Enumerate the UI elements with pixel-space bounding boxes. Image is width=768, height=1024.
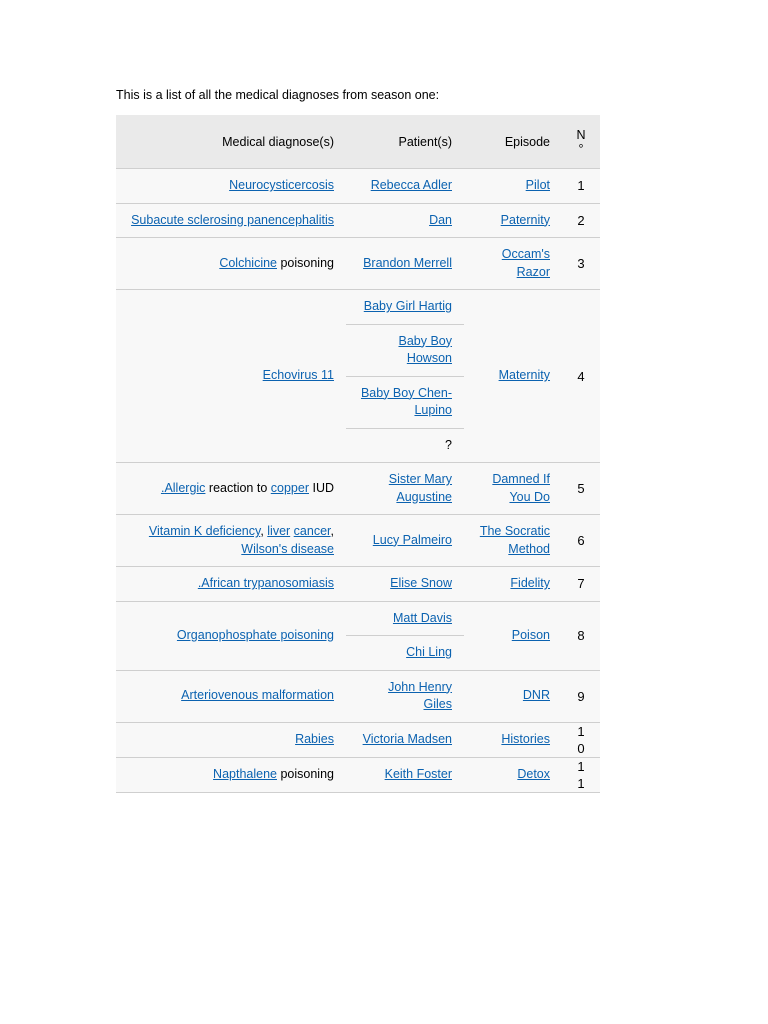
diagnosis-cell [116, 203, 346, 238]
episode-number-value: 9 [577, 688, 585, 704]
episode-number [562, 515, 600, 567]
patient-cell [346, 722, 464, 757]
episode-number [562, 238, 600, 290]
episode-link[interactable]: Damned If You Do [492, 472, 550, 504]
table-row [116, 515, 600, 567]
episode-number [562, 290, 600, 463]
episode-number-digit: 0 [577, 740, 585, 756]
episode-cell [464, 203, 562, 238]
patient-link[interactable]: Baby Boy Chen-Lupino [360, 385, 452, 417]
diagnosis-cell [116, 169, 346, 204]
patient-link[interactable]: Baby Girl Hartig [363, 299, 452, 313]
diagnosis-link[interactable]: Echovirus 11 [262, 368, 334, 383]
episode-link[interactable]: Maternity [498, 368, 550, 383]
episode-link[interactable]: Poison [511, 627, 550, 642]
patient-link[interactable]: Sister Mary Augustine [388, 472, 452, 504]
header-patients: Patient(s) [346, 115, 464, 169]
patient-cell [346, 757, 464, 792]
diagnosis-link[interactable]: Rabies [295, 731, 334, 746]
diagnosis-cell [116, 670, 346, 722]
diagnosis-link[interactable]: cancer [293, 524, 331, 538]
table-header-row [116, 115, 600, 169]
diagnosis-text: reaction to [205, 480, 271, 495]
episode-number-value: 3 [577, 256, 585, 271]
patient-link[interactable]: Lucy Palmeiro [372, 532, 452, 547]
episode-number [562, 601, 600, 670]
diagnosis-link[interactable]: Wilson's disease [241, 541, 334, 556]
episode-number-value: 6 [577, 533, 585, 548]
patient-link[interactable]: Rebecca Adler [370, 178, 452, 192]
episode-number [562, 169, 600, 204]
table-row [116, 463, 600, 515]
episode-number-value: 4 [577, 368, 585, 384]
diagnosis-link[interactable]: Allergic [164, 480, 206, 495]
episode-cell [464, 757, 562, 792]
diagnoses-table [116, 115, 600, 793]
episode-number-digit: 1 [577, 723, 585, 739]
episode-cell [464, 670, 562, 722]
patient-cell [346, 567, 464, 602]
table-row [116, 567, 600, 602]
patient-cell [346, 376, 464, 428]
table-row [116, 169, 600, 204]
header-number [562, 115, 600, 169]
episode-number [562, 203, 600, 238]
diagnosis-link[interactable]: liver [267, 524, 291, 538]
table-body [116, 169, 600, 793]
patient-link[interactable]: Dan [429, 212, 452, 227]
diagnosis-link[interactable]: Colchicine [219, 255, 277, 270]
diagnosis-text: poisoning [277, 255, 334, 270]
patient-cell [346, 601, 464, 636]
episode-link[interactable]: The Socratic Method [479, 524, 550, 556]
diagnosis-cell [116, 601, 346, 670]
patient-cell [346, 428, 464, 463]
patient-link[interactable]: John Henry Giles [388, 679, 452, 711]
episode-number-value: 2 [577, 212, 585, 228]
diagnosis-cell [116, 238, 346, 290]
episode-number [562, 567, 600, 602]
episode-number-digit: 1 [577, 758, 585, 774]
episode-number-value: 8 [577, 628, 585, 643]
diagnosis-cell [116, 722, 346, 757]
episode-link[interactable]: Detox [517, 766, 550, 781]
patient-link[interactable]: Matt Davis [392, 610, 452, 625]
episode-number-value: 5 [577, 481, 585, 496]
diagnosis-link[interactable]: Neurocysticercosis [229, 178, 334, 192]
episode-link[interactable]: Pilot [525, 178, 550, 192]
diagnosis-text: , [330, 524, 334, 538]
patient-cell [346, 324, 464, 376]
diagnosis-text: IUD [309, 480, 334, 495]
episode-cell [464, 601, 562, 670]
patient-link[interactable]: Brandon Merrell [363, 255, 452, 270]
episode-number-value: 7 [577, 576, 585, 592]
diagnosis-cell [116, 290, 346, 463]
patient-cell [346, 169, 464, 204]
header-number-line2: ° [578, 141, 584, 156]
diagnosis-text: , [260, 524, 268, 538]
table-row [116, 203, 600, 238]
table-row [116, 290, 600, 325]
episode-number [562, 463, 600, 515]
episode-cell [464, 290, 562, 463]
episode-link[interactable]: Fidelity [510, 576, 550, 590]
diagnosis-cell [116, 567, 346, 602]
patient-cell [346, 203, 464, 238]
patient-link[interactable]: Keith Foster [384, 766, 452, 781]
table-row [116, 238, 600, 290]
diagnosis-cell [116, 463, 346, 515]
header-episode: Episode [464, 115, 562, 169]
diagnosis-text: poisoning [277, 766, 334, 781]
episode-link[interactable]: Occam's Razor [501, 247, 550, 279]
diagnosis-link[interactable]: Vitamin K deficiency [148, 524, 261, 538]
patient-cell [346, 636, 464, 671]
table-row [116, 757, 600, 792]
patient-link[interactable]: Chi Ling [406, 645, 452, 659]
episode-link[interactable]: Paternity [500, 212, 550, 227]
patient-cell [346, 515, 464, 567]
episode-number [562, 757, 600, 792]
header-number-line1: N [576, 127, 586, 142]
episode-cell [464, 515, 562, 567]
episode-link[interactable]: Histories [501, 731, 550, 746]
diagnosis-link[interactable]: Subacute sclerosing panencephalitis [131, 212, 334, 227]
patient-link[interactable]: Elise Snow [390, 576, 452, 590]
diagnosis-link[interactable]: Napthalene [213, 766, 277, 781]
diagnosis-link[interactable]: Arteriovenous malformation [181, 688, 334, 703]
table-row [116, 722, 600, 757]
episode-link[interactable]: DNR [522, 688, 550, 703]
diagnosis-link[interactable]: . [160, 480, 165, 495]
patient-link[interactable]: Victoria Madsen [362, 731, 452, 746]
patient-cell [346, 670, 464, 722]
diagnosis-cell [116, 757, 346, 792]
episode-cell [464, 238, 562, 290]
episode-number-digit: 1 [577, 775, 585, 791]
episode-cell [464, 463, 562, 515]
episode-number-value: 1 [577, 178, 585, 194]
diagnosis-link[interactable]: .African trypanosomiasis [197, 576, 334, 590]
episode-cell [464, 722, 562, 757]
table-row [116, 601, 600, 636]
table-row [116, 670, 600, 722]
diagnosis-link[interactable]: copper [270, 480, 309, 495]
patient-cell [346, 238, 464, 290]
patient-unknown: ? [445, 437, 452, 452]
patient-cell [346, 290, 464, 325]
intro-text: This is a list of all the medical diagnoses from season one: [116, 88, 440, 102]
patient-link[interactable]: Baby Boy Howson [398, 333, 452, 365]
diagnosis-cell [116, 515, 346, 567]
episode-cell [464, 567, 562, 602]
diagnosis-link[interactable]: Organophosphate poisoning [176, 627, 334, 642]
episode-cell [464, 169, 562, 204]
episode-number [562, 722, 600, 757]
patient-cell [346, 463, 464, 515]
episode-number [562, 670, 600, 722]
header-diagnosis: Medical diagnose(s) [116, 115, 346, 169]
